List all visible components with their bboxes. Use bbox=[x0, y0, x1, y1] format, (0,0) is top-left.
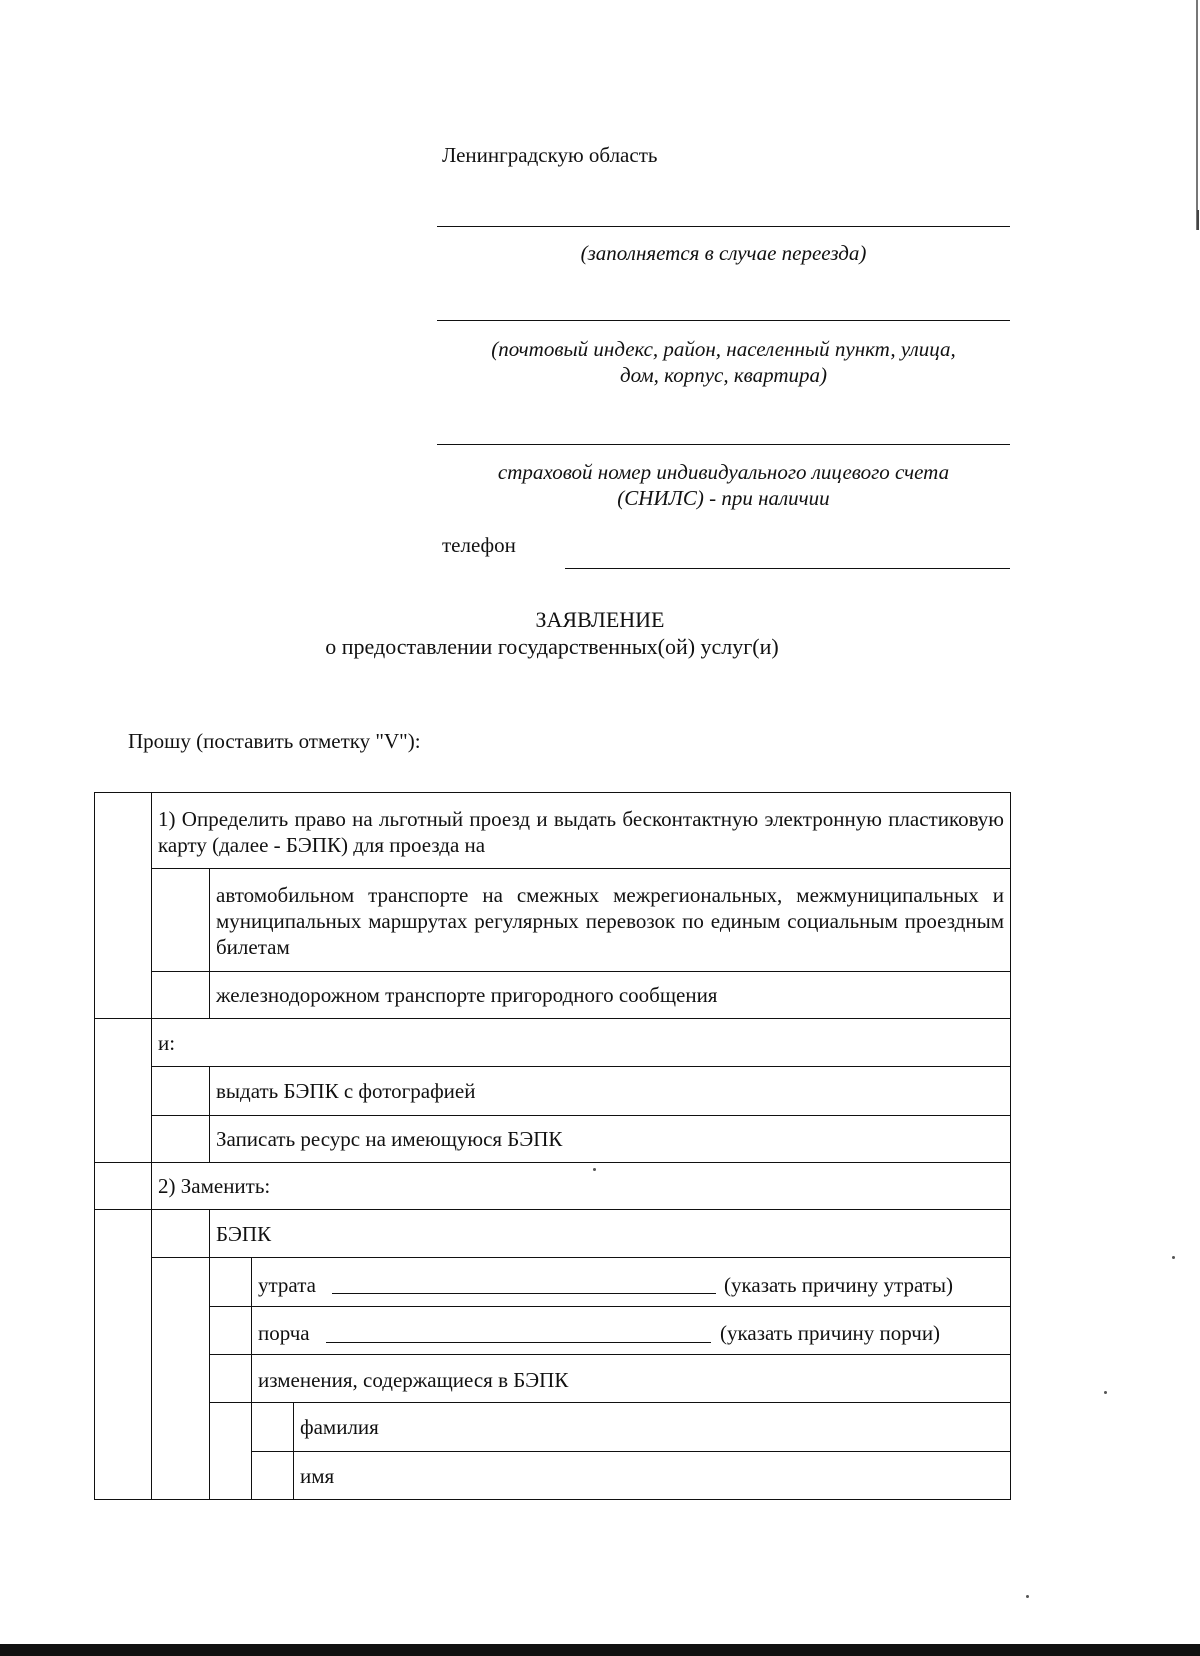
checkbox-surname[interactable] bbox=[253, 1404, 292, 1450]
move-address-line bbox=[437, 226, 1010, 227]
snils-line bbox=[437, 444, 1010, 445]
row1-text: 1) Определить право на льготный проезд и выдать бесконтактную электронную пластиковую карту (далее - БЭПК) для проезда на bbox=[158, 807, 1004, 857]
checkbox-name[interactable] bbox=[253, 1453, 292, 1499]
request-label: Прошу (поставить отметку "V"): bbox=[128, 729, 421, 753]
changes-label: изменения, содержащиеся в БЭПК bbox=[258, 1368, 569, 1392]
row2-card-text: БЭПК bbox=[216, 1222, 272, 1246]
scan-speck bbox=[1104, 1391, 1107, 1394]
scan-bottom-edge bbox=[0, 1644, 1200, 1656]
phone-label: телефон bbox=[442, 533, 516, 557]
checkbox-row1[interactable] bbox=[96, 794, 150, 1016]
scan-speck bbox=[1026, 1595, 1029, 1598]
document-title: ЗАЯВЛЕНИЕ bbox=[535, 607, 665, 632]
damage-label: порча bbox=[258, 1321, 310, 1345]
scan-speck bbox=[1172, 1256, 1175, 1259]
scan-edge-right bbox=[1196, 0, 1198, 230]
checkbox-record-resource[interactable] bbox=[153, 1117, 208, 1161]
checkbox-loss[interactable] bbox=[211, 1259, 250, 1305]
row-and-text: и: bbox=[158, 1031, 176, 1055]
loss-label: утрата bbox=[258, 1273, 316, 1297]
scan-edge-mark bbox=[1197, 210, 1199, 230]
snils-hint-line2: (СНИЛС) - при наличии bbox=[617, 486, 830, 510]
checkbox-damage[interactable] bbox=[211, 1308, 250, 1353]
loss-reason-field[interactable] bbox=[332, 1293, 716, 1294]
checkbox-card-bepk[interactable] bbox=[153, 1211, 208, 1256]
address-hint-line1: (почтовый индекс, район, населенный пункт, улица, bbox=[491, 337, 956, 361]
move-hint: (заполняется в случае переезда) bbox=[580, 241, 867, 265]
row-and-b-text: Записать ресурс на имеющуюся БЭПК bbox=[216, 1127, 563, 1151]
checkbox-replace[interactable] bbox=[96, 1164, 150, 1208]
damage-hint: (указать причину порчи) bbox=[720, 1321, 941, 1345]
address-hint-line2: дом, корпус, квартира) bbox=[619, 363, 828, 387]
row1b-text: железнодорожном транспорте пригородного сообщения bbox=[216, 983, 718, 1007]
checkbox-card-with-photo[interactable] bbox=[153, 1068, 208, 1114]
document-subtitle: о предоставлении государственных(ой) услуг(и) bbox=[325, 634, 779, 659]
scan-speck bbox=[593, 1168, 596, 1171]
name-label: имя bbox=[300, 1464, 335, 1488]
phone-line bbox=[565, 568, 1010, 569]
row2-text: 2) Заменить: bbox=[158, 1174, 271, 1198]
region-text: Ленинградскую область bbox=[442, 143, 658, 167]
row-and-a-text: выдать БЭПК с фотографией bbox=[216, 1079, 476, 1103]
checkbox-auto-transport[interactable] bbox=[153, 870, 208, 970]
checkbox-rail-transport[interactable] bbox=[153, 973, 208, 1017]
postal-address-line bbox=[437, 320, 1010, 321]
row1a-text: автомобильном транспорте на смежных межрегиональных, межмуниципальных и муниципальных маршрутах регулярных перевозок по единым социальным проездным билетам bbox=[216, 883, 1004, 959]
loss-hint: (указать причину утраты) bbox=[724, 1273, 954, 1297]
checkbox-changes[interactable] bbox=[211, 1356, 250, 1401]
damage-reason-field[interactable] bbox=[326, 1342, 711, 1343]
surname-label: фамилия bbox=[300, 1415, 379, 1439]
snils-hint-line1: страховой номер индивидуального лицевого счета bbox=[497, 460, 950, 484]
